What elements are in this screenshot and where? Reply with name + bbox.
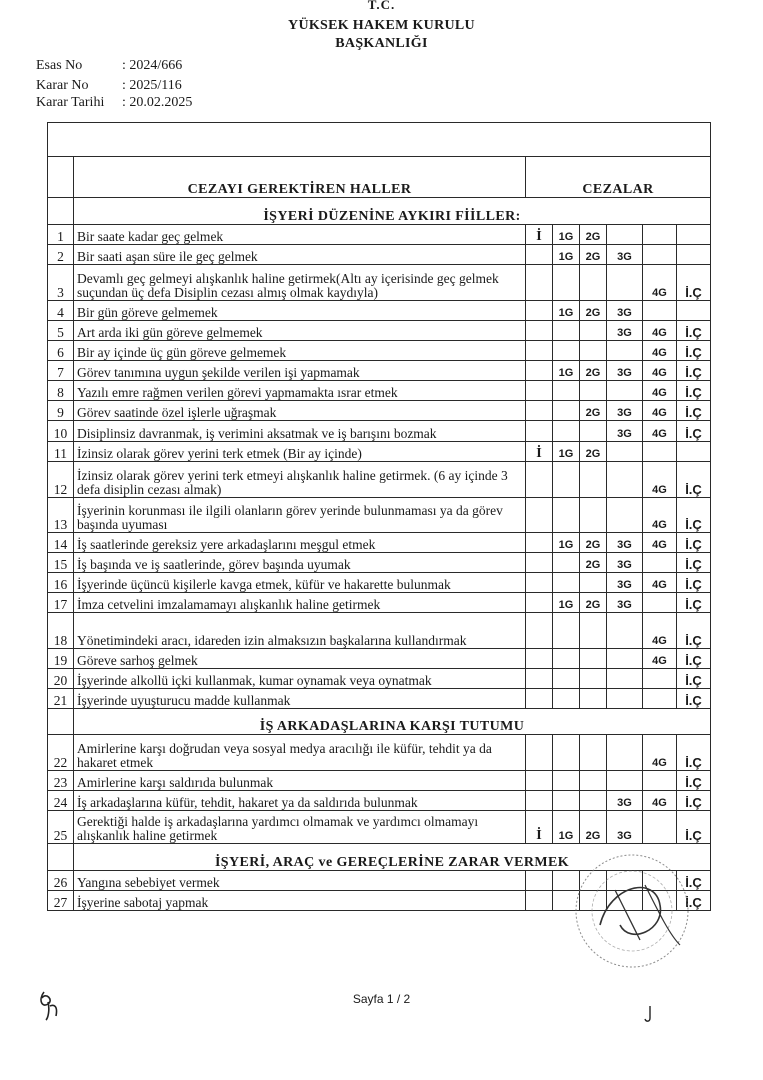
penalty-cell: 4G: [643, 321, 677, 341]
section-title: İŞYERİ DÜZENİNE AYKIRI FİİLLER:: [74, 198, 711, 225]
row-number: 19: [48, 649, 74, 669]
row-number: 16: [48, 573, 74, 593]
row-number: 27: [48, 891, 74, 911]
penalty-cell: İ.Ç: [677, 361, 711, 381]
penalty-cell: İ: [526, 442, 553, 462]
penalty-cell: 3G: [607, 401, 643, 421]
row-description: İşyerinde üçüncü kişilerle kavga etmek, küfür ve hakarette bulunmak: [74, 573, 526, 593]
penalty-cell: İ.Ç: [677, 735, 711, 771]
row-number: 4: [48, 301, 74, 321]
penalty-cell: 1G: [553, 361, 580, 381]
penalty-cell: [677, 245, 711, 265]
row-description: Bir gün göreve gelmemek: [74, 301, 526, 321]
penalty-cell: [526, 401, 553, 421]
penalty-cell: İ.Ç: [677, 421, 711, 442]
penalty-cell: [526, 649, 553, 669]
penalty-cell: [607, 735, 643, 771]
penalty-cell: 2G: [580, 553, 607, 573]
table-row: [48, 442, 711, 462]
row-description: İşyerinde alkollü içki kullanmak, kumar oynamak veya oynatmak: [74, 669, 526, 689]
penalty-cell: [526, 771, 553, 791]
penalty-cell: 4G: [643, 462, 677, 498]
penalty-cell: 3G: [607, 553, 643, 573]
penalty-cell: İ.Ç: [677, 381, 711, 401]
penalty-cell: [607, 442, 643, 462]
meta-karar-tarihi: [36, 95, 192, 111]
row-number: 8: [48, 381, 74, 401]
row-number: 5: [48, 321, 74, 341]
penalty-cell: [580, 341, 607, 361]
table-row: [48, 462, 711, 498]
penalty-cell: [553, 321, 580, 341]
penalty-cell: [553, 401, 580, 421]
penalty-cell: [643, 553, 677, 573]
penalty-cell: İ.Ç: [677, 341, 711, 361]
penalty-cell: 2G: [580, 361, 607, 381]
penalty-cell: [643, 593, 677, 613]
table-row: [48, 613, 711, 649]
header-top-line: T.C.: [367, 0, 396, 10]
row-number: 11: [48, 442, 74, 462]
penalty-cell: [553, 669, 580, 689]
row-number: 26: [48, 871, 74, 891]
penalty-cell: 2G: [580, 533, 607, 553]
penalty-cell: 1G: [553, 245, 580, 265]
row-description: Görev tanımına uygun şekilde verilen işi yapmamak: [74, 361, 526, 381]
penalty-cell: [580, 498, 607, 533]
penalty-cell: 1G: [553, 811, 580, 844]
penalty-cell: İ.Ç: [677, 533, 711, 553]
table-row: [48, 791, 711, 811]
penalty-cell: [526, 321, 553, 341]
penalty-cell: [607, 498, 643, 533]
penalty-cell: [580, 321, 607, 341]
penalty-cell: [580, 381, 607, 401]
penalty-cell: [526, 735, 553, 771]
penalty-cell: [607, 265, 643, 301]
official-stamp: [560, 845, 710, 985]
penalty-cell: 2G: [580, 401, 607, 421]
row-description: İş başında ve iş saatlerinde, görev başında uyumak: [74, 553, 526, 573]
penalty-cell: 3G: [607, 421, 643, 442]
blank-cell: [48, 123, 711, 157]
penalty-cell: [607, 649, 643, 669]
penalty-cell: 3G: [607, 573, 643, 593]
penalty-cell: [526, 381, 553, 401]
penalty-cell: İ.Ç: [677, 593, 711, 613]
penalty-cell: 3G: [607, 301, 643, 321]
penalty-cell: İ.Ç: [677, 321, 711, 341]
penalty-cell: [580, 689, 607, 709]
row-number: 3: [48, 265, 74, 301]
penalty-cell: İ.Ç: [677, 811, 711, 844]
row-number: 6: [48, 341, 74, 361]
penalty-cell: [553, 791, 580, 811]
penalty-cell: [526, 593, 553, 613]
penalty-cell: 2G: [580, 811, 607, 844]
table-row: [48, 301, 711, 321]
penalty-cell: 4G: [643, 401, 677, 421]
section-title: İŞYERİ, ARAÇ ve GEREÇLERİNE ZARAR VERMEK: [74, 844, 711, 871]
row-number: 20: [48, 669, 74, 689]
penalty-cell: [607, 613, 643, 649]
header-line-1: YÜKSEK HAKEM KURULU: [288, 18, 475, 33]
row-description: Art arda iki gün göreve gelmemek: [74, 321, 526, 341]
table-row: [48, 265, 711, 301]
penalty-cell: 4G: [643, 341, 677, 361]
penalty-cell: İ.Ç: [677, 689, 711, 709]
meta-label: Esas No: [36, 58, 83, 73]
penalty-cell: [677, 442, 711, 462]
row-description: Amirlerine karşı saldırıda bulunmak: [74, 771, 526, 791]
penalty-cell: 1G: [553, 533, 580, 553]
row-description: İzinsiz olarak görev yerini terk etmek (Bir ay içinde): [74, 442, 526, 462]
row-description: Devamlı geç gelmeyi alışkanlık haline getirmek(Altı ay içerisinde geç gelmek suçundan üç defa Disiplin cezası almış olmak kaydıyla): [74, 265, 526, 301]
penalty-cell: [526, 421, 553, 442]
row-number: 1: [48, 225, 74, 245]
penalty-cell: İ.Ç: [677, 613, 711, 649]
penalty-cell: [607, 771, 643, 791]
penalty-cell: [526, 245, 553, 265]
table-row: [48, 245, 711, 265]
penalty-cell: [580, 649, 607, 669]
row-description: Gerektiği halde iş arkadaşlarına yardımcı olmamak ve yardımcı olmamayı alışkanlık haline getirmek: [74, 811, 526, 844]
row-description: Disiplinsiz davranmak, iş verimini aksatmak ve iş barışını bozmak: [74, 421, 526, 442]
column-header-penalties: CEZALAR: [526, 157, 711, 198]
penalty-cell: İ.Ç: [677, 771, 711, 791]
penalty-cell: [553, 265, 580, 301]
row-number: 9: [48, 401, 74, 421]
penalty-cell: [526, 573, 553, 593]
row-description: Yönetimindeki aracı, idareden izin almaksızın başkalarına kullandırmak: [74, 613, 526, 649]
penalty-cell: 2G: [580, 301, 607, 321]
section-header-row: [48, 198, 711, 225]
row-number: 18: [48, 613, 74, 649]
penalty-cell: [553, 573, 580, 593]
penalty-cell: 4G: [643, 649, 677, 669]
penalty-cell: [526, 669, 553, 689]
penalty-cell: [677, 301, 711, 321]
penalty-cell: [526, 553, 553, 573]
row-description: İşyerinde uyuşturucu madde kullanmak: [74, 689, 526, 709]
row-number: 25: [48, 811, 74, 844]
penalty-cell: [580, 265, 607, 301]
penalty-cell: [553, 689, 580, 709]
row-description: Göreve sarhoş gelmek: [74, 649, 526, 669]
penalty-cell: [607, 225, 643, 245]
penalty-cell: İ.Ç: [677, 891, 711, 911]
table-top-blank-row: [48, 123, 711, 157]
table-row: [48, 225, 711, 245]
row-description: Yangına sebebiyet vermek: [74, 871, 526, 891]
row-description: Bir ay içinde üç gün göreve gelmemek: [74, 341, 526, 361]
penalty-cell: [580, 613, 607, 649]
row-number: 14: [48, 533, 74, 553]
table-row: [48, 533, 711, 553]
penalty-cell: [553, 613, 580, 649]
penalty-cell: [526, 361, 553, 381]
column-header-cases: CEZAYI GEREKTİREN HALLER: [74, 157, 526, 198]
penalty-cell: [526, 341, 553, 361]
penalty-cell: [580, 735, 607, 771]
penalty-cell: 2G: [580, 245, 607, 265]
blank-cell: [48, 198, 74, 225]
penalty-cell: [526, 498, 553, 533]
row-number: 2: [48, 245, 74, 265]
meta-value: : 20.02.2025: [122, 95, 193, 110]
penalty-cell: [643, 771, 677, 791]
row-description: İşyerinin korunması ile ilgili olanların görev yerinde bulunmaması ya da görev başında uyuması: [74, 498, 526, 533]
penalty-cell: [553, 649, 580, 669]
table-row: [48, 361, 711, 381]
row-number: 15: [48, 553, 74, 573]
penalty-table: [47, 122, 711, 911]
penalty-cell: 1G: [553, 225, 580, 245]
table-row: [48, 401, 711, 421]
penalty-cell: 3G: [607, 811, 643, 844]
table-row: [48, 341, 711, 361]
penalty-cell: [553, 341, 580, 361]
penalty-cell: [643, 669, 677, 689]
penalty-cell: [677, 225, 711, 245]
penalty-cell: [607, 341, 643, 361]
table-row: [48, 498, 711, 533]
row-description: Bir saate kadar geç gelmek: [74, 225, 526, 245]
penalty-cell: 4G: [643, 735, 677, 771]
table-row: [48, 735, 711, 771]
penalty-cell: [526, 871, 553, 891]
table-row: [48, 421, 711, 442]
penalty-cell: İ.Ç: [677, 791, 711, 811]
penalty-cell: 4G: [643, 265, 677, 301]
penalty-cell: [553, 735, 580, 771]
penalty-cell: İ.Ç: [677, 265, 711, 301]
table-row: [48, 573, 711, 593]
table-row: [48, 381, 711, 401]
penalty-cell: 4G: [643, 533, 677, 553]
penalty-cell: [643, 301, 677, 321]
penalty-cell: İ.Ç: [677, 669, 711, 689]
meta-karar-no: [36, 78, 182, 94]
table-row: [48, 811, 711, 844]
row-description: İşyerine sabotaj yapmak: [74, 891, 526, 911]
penalty-cell: 3G: [607, 533, 643, 553]
signature-initial-right: [640, 1004, 660, 1026]
penalty-cell: [526, 791, 553, 811]
table-row: [48, 669, 711, 689]
table-column-headers: [48, 157, 711, 198]
penalty-cell: İ.Ç: [677, 871, 711, 891]
penalty-cell: [607, 381, 643, 401]
penalty-cell: İ.Ç: [677, 462, 711, 498]
penalty-cell: [643, 442, 677, 462]
penalty-cell: İ.Ç: [677, 401, 711, 421]
blank-cell: [48, 844, 74, 871]
penalty-cell: 4G: [643, 791, 677, 811]
penalty-cell: [526, 689, 553, 709]
row-description: İş arkadaşlarına küfür, tehdit, hakaret ya da saldırıda bulunmak: [74, 791, 526, 811]
penalty-cell: 3G: [607, 791, 643, 811]
penalty-cell: İ.Ç: [677, 498, 711, 533]
penalty-cell: 4G: [643, 381, 677, 401]
penalty-cell: [580, 462, 607, 498]
table-row: [48, 771, 711, 791]
table-row: [48, 593, 711, 613]
penalty-cell: 3G: [607, 593, 643, 613]
penalty-cell: İ.Ç: [677, 553, 711, 573]
table-row: [48, 321, 711, 341]
row-description: Bir saati aşan süre ile geç gelmek: [74, 245, 526, 265]
row-number: 22: [48, 735, 74, 771]
penalty-cell: İ.Ç: [677, 649, 711, 669]
row-number: 24: [48, 791, 74, 811]
penalty-cell: [643, 245, 677, 265]
penalty-cell: 1G: [553, 301, 580, 321]
penalty-cell: 1G: [553, 442, 580, 462]
penalty-cell: 4G: [643, 573, 677, 593]
meta-label: Karar Tarihi: [36, 95, 105, 110]
penalty-cell: 3G: [607, 245, 643, 265]
penalty-cell: 4G: [643, 498, 677, 533]
penalty-cell: [553, 553, 580, 573]
penalty-cell: [526, 462, 553, 498]
penalty-cell: [526, 891, 553, 911]
row-number: 12: [48, 462, 74, 498]
row-number: 13: [48, 498, 74, 533]
row-description: İmza cetvelini imzalamamayı alışkanlık haline getirmek: [74, 593, 526, 613]
penalty-cell: 4G: [643, 613, 677, 649]
penalty-cell: İ: [526, 225, 553, 245]
penalty-cell: 4G: [643, 361, 677, 381]
penalty-cell: [580, 771, 607, 791]
penalty-cell: [553, 462, 580, 498]
penalty-cell: [607, 669, 643, 689]
penalty-cell: İ: [526, 811, 553, 844]
penalty-cell: [607, 689, 643, 709]
row-description: İzinsiz olarak görev yerini terk etmeyi alışkanlık haline getirmek. (6 ay içinde 3 defa disiplin cezası almak): [74, 462, 526, 498]
meta-label: Karar No: [36, 78, 89, 93]
penalty-cell: İ.Ç: [677, 573, 711, 593]
row-number: 7: [48, 361, 74, 381]
penalty-cell: [526, 301, 553, 321]
section-title: İŞ ARKADAŞLARINA KARŞI TUTUMU: [74, 709, 711, 735]
header-line-2: BAŞKANLIĞI: [335, 36, 428, 51]
penalty-cell: [643, 689, 677, 709]
row-description: Yazılı emre rağmen verilen görevi yapmamakta ısrar etmek: [74, 381, 526, 401]
blank-cell: [48, 709, 74, 735]
page-number: Sayfa 1 / 2: [352, 992, 411, 1006]
meta-esas-no: [36, 58, 182, 74]
penalty-cell: [580, 573, 607, 593]
row-number: 10: [48, 421, 74, 442]
penalty-cell: [580, 669, 607, 689]
penalty-cell: [580, 421, 607, 442]
penalty-cell: [553, 381, 580, 401]
penalty-cell: [526, 533, 553, 553]
table-row: [48, 689, 711, 709]
meta-value: : 2025/116: [122, 78, 182, 93]
table-row: [48, 649, 711, 669]
row-description: Amirlerine karşı doğrudan veya sosyal medya aracılığı ile küfür, tehdit ya da hakaret etmek: [74, 735, 526, 771]
penalty-cell: [526, 613, 553, 649]
row-number: 17: [48, 593, 74, 613]
row-number: 21: [48, 689, 74, 709]
blank-cell: [48, 157, 74, 198]
row-description: Görev saatinde özel işlerle uğraşmak: [74, 401, 526, 421]
penalty-cell: 4G: [643, 421, 677, 442]
penalty-cell: 1G: [553, 593, 580, 613]
penalty-cell: 3G: [607, 361, 643, 381]
section-header-row: [48, 709, 711, 735]
penalty-cell: [553, 498, 580, 533]
meta-value: : 2024/666: [122, 58, 183, 73]
penalty-table-body: [48, 123, 711, 911]
table-row: [48, 553, 711, 573]
penalty-cell: [526, 265, 553, 301]
penalty-cell: 2G: [580, 442, 607, 462]
penalty-cell: [580, 791, 607, 811]
row-description: İş saatlerinde gereksiz yere arkadaşlarını meşgul etmek: [74, 533, 526, 553]
penalty-cell: 2G: [580, 225, 607, 245]
row-number: 23: [48, 771, 74, 791]
penalty-cell: [643, 225, 677, 245]
penalty-cell: [607, 462, 643, 498]
penalty-cell: [643, 811, 677, 844]
penalty-cell: 3G: [607, 321, 643, 341]
penalty-cell: [553, 421, 580, 442]
penalty-cell: 2G: [580, 593, 607, 613]
penalty-cell: [553, 771, 580, 791]
